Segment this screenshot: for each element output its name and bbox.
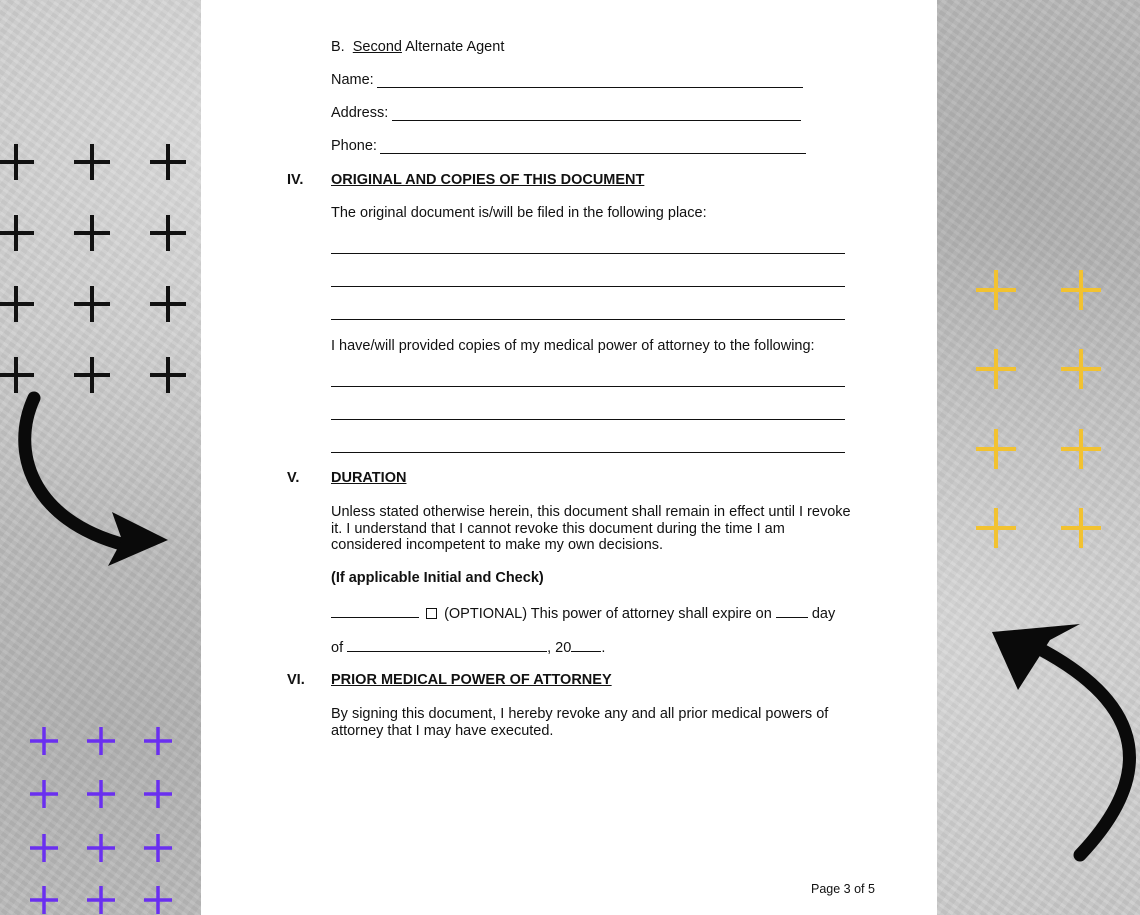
agent-title-underlined: Second: [352, 39, 402, 55]
phone-blank[interactable]: [380, 153, 806, 154]
agent-letter: B.: [331, 39, 345, 55]
duration-paragraph: Unless stated otherwise herein, this document shall remain in effect until I revoke it. I understand that I cannot revoke this document during the time I am considered incompetent to make my own decisions.: [331, 504, 851, 554]
plus-icon: [0, 286, 34, 322]
name-label: Name:: [331, 72, 374, 88]
plus-icon: [150, 286, 186, 322]
copies-line-2[interactable]: [331, 419, 845, 420]
plus-icon: [144, 780, 172, 808]
curved-arrow-right-icon: [1018, 638, 1129, 855]
day-blank[interactable]: [776, 605, 808, 618]
plus-icon: [0, 144, 34, 180]
plus-icon: [74, 357, 110, 393]
plus-icon: [74, 144, 110, 180]
year-prefix: , 20: [547, 640, 572, 656]
arrowhead-right-icon: [992, 624, 1080, 690]
plus-icon: [87, 834, 115, 862]
second-agent-heading: [331, 39, 504, 56]
section-5-number: V.: [287, 470, 300, 486]
year-blank[interactable]: [571, 639, 601, 652]
name-blank[interactable]: [377, 87, 803, 88]
plus-icon: [150, 144, 186, 180]
name-field: [331, 72, 374, 89]
document-page: [201, 0, 937, 915]
curved-arrow-left-icon: [25, 398, 125, 545]
applicable-note: (If applicable Initial and Check): [331, 570, 544, 586]
filed-place-line-1[interactable]: [331, 253, 845, 254]
yellow-plus-grid: [976, 270, 1101, 548]
plus-icon: [0, 357, 34, 393]
plus-icon: [1061, 429, 1101, 469]
plus-icon: [30, 834, 58, 862]
plus-icon: [1061, 349, 1101, 389]
page-number: Page 3 of 5: [811, 882, 875, 896]
address-blank[interactable]: [392, 120, 801, 121]
filed-place-text: The original document is/will be filed in the following place:: [331, 205, 707, 221]
day-label: day: [811, 606, 836, 622]
plus-icon: [144, 886, 172, 914]
of-label: of: [331, 640, 344, 656]
month-blank[interactable]: [347, 639, 547, 652]
optional-text: (OPTIONAL) This power of attorney shall expire on: [444, 606, 772, 622]
section-4-number: IV.: [287, 172, 304, 188]
plus-icon: [1061, 270, 1101, 310]
plus-icon: [87, 727, 115, 755]
copies-text: I have/will provided copies of my medical power of attorney to the following:: [331, 338, 815, 354]
plus-icon: [0, 215, 34, 251]
phone-label: Phone:: [331, 138, 377, 154]
plus-icon: [144, 727, 172, 755]
copies-line-1[interactable]: [331, 386, 845, 387]
plus-icon: [150, 357, 186, 393]
plus-icon: [30, 727, 58, 755]
black-plus-grid: [0, 144, 186, 393]
plus-icon: [87, 886, 115, 914]
plus-icon: [30, 780, 58, 808]
plus-icon: [1061, 508, 1101, 548]
plus-icon: [976, 429, 1016, 469]
purple-plus-grid: [30, 727, 172, 914]
plus-icon: [74, 215, 110, 251]
section-5-heading: DURATION: [331, 470, 407, 486]
section-4-heading: ORIGINAL AND COPIES OF THIS DOCUMENT: [331, 172, 645, 188]
agent-title-rest: Alternate Agent: [405, 39, 505, 55]
section-6-heading: PRIOR MEDICAL POWER OF ATTORNEY: [331, 672, 612, 688]
section-6-number: VI.: [287, 672, 305, 688]
year-suffix: .: [601, 640, 606, 656]
phone-field: [331, 138, 377, 155]
plus-icon: [150, 215, 186, 251]
plus-icon: [976, 508, 1016, 548]
optional-expiry-line: [331, 605, 835, 623]
plus-icon: [87, 780, 115, 808]
prior-poa-paragraph: By signing this document, I hereby revoke any and all prior medical powers of attorney that I may have executed.: [331, 706, 829, 739]
plus-icon: [144, 834, 172, 862]
plus-icon: [30, 886, 58, 914]
filed-place-line-2[interactable]: [331, 286, 845, 287]
optional-checkbox[interactable]: [426, 608, 437, 619]
address-label: Address:: [331, 105, 389, 121]
address-field: [331, 105, 388, 122]
initial-blank[interactable]: [331, 605, 419, 618]
plus-icon: [976, 349, 1016, 389]
filed-place-line-3[interactable]: [331, 319, 845, 320]
expiry-date-line: [331, 639, 605, 657]
plus-icon: [976, 270, 1016, 310]
copies-line-3[interactable]: [331, 452, 845, 453]
plus-icon: [74, 286, 110, 322]
